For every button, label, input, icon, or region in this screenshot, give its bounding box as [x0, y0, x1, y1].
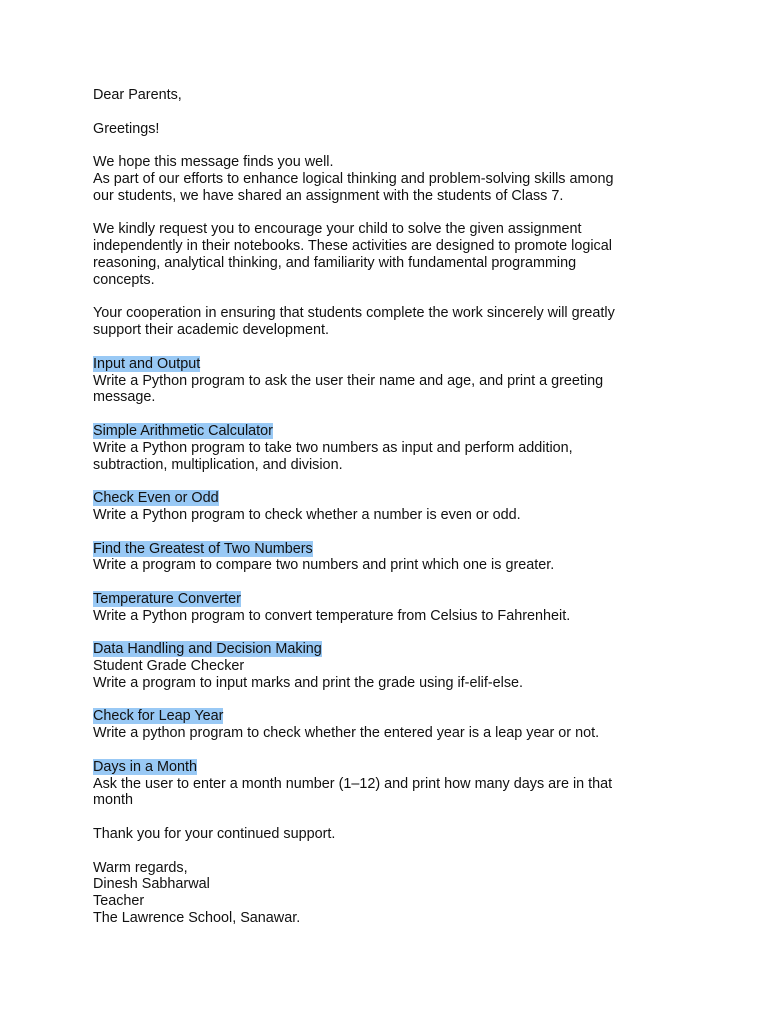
request-paragraph [93, 221, 673, 288]
task-description: Write a program to input marks and print the grade using if-elif-else. [93, 674, 524, 691]
task-title: Simple Arithmetic Calculator [93, 422, 273, 439]
intro-line: We hope this message finds you well. [93, 154, 334, 171]
request-line: We kindly request you to encourage your child to solve the given assignment [93, 221, 582, 238]
task-calculator [93, 423, 673, 473]
task-temperature [93, 591, 673, 625]
task-description: Write a Python program to convert temperature from Celsius to Fahrenheit. [93, 607, 571, 624]
task-title: Find the Greatest of Two Numbers [93, 540, 313, 557]
intro-paragraph [93, 154, 673, 204]
cooperation-paragraph [93, 305, 673, 339]
greeting [93, 121, 673, 138]
task-days-month [93, 759, 673, 809]
task-title: Check for Leap Year [93, 708, 224, 725]
salutation [93, 87, 673, 104]
task-title: Days in a Month [93, 758, 197, 775]
task-title: Data Handling and Decision Making [93, 641, 322, 658]
task-description: Write a Python program to ask the user their name and age, and print a greeting [93, 372, 604, 389]
thanks-paragraph [93, 826, 673, 843]
salutation-text: Dear Parents, [93, 87, 182, 103]
thanks-text: Thank you for your continued support. [93, 826, 336, 843]
task-description: message. [93, 389, 156, 406]
task-input-output [93, 356, 673, 406]
task-data-handling [93, 641, 673, 691]
request-line: reasoning, analytical thinking, and familiarity with fundamental programming [93, 254, 577, 271]
request-line: independently in their notebooks. These activities are designed to promote logical [93, 238, 612, 255]
greeting-text: Greetings! [93, 120, 160, 137]
cooperation-line: Your cooperation in ensuring that students complete the work sincerely will greatly [93, 305, 615, 322]
task-subtitle: Student Grade Checker [93, 658, 245, 675]
task-greatest [93, 541, 673, 575]
task-description: month [93, 792, 133, 809]
closing-text: Warm regards, [93, 859, 188, 876]
letter-body [93, 87, 673, 944]
task-title: Temperature Converter [93, 590, 241, 607]
request-line: concepts. [93, 271, 155, 288]
task-leap-year [93, 708, 673, 742]
task-description: subtraction, multiplication, and division. [93, 456, 343, 473]
signer-name: Dinesh Sabharwal [93, 876, 210, 893]
school-name: The Lawrence School, Sanawar. [93, 910, 301, 927]
signature-block [93, 860, 673, 927]
task-description: Write a Python program to take two numbers as input and perform addition, [93, 439, 573, 456]
task-title: Input and Output [93, 355, 201, 372]
task-title: Check Even or Odd [93, 490, 219, 507]
task-even-odd [93, 490, 673, 524]
task-description: Write a program to compare two numbers and print which one is greater. [93, 557, 555, 574]
cooperation-line: support their academic development. [93, 322, 329, 339]
task-description: Write a Python program to check whether a number is even or odd. [93, 506, 521, 523]
intro-line: our students, we have shared an assignment with the students of Class 7. [93, 187, 564, 204]
intro-line: As part of our efforts to enhance logical thinking and problem-solving skills among [93, 170, 614, 187]
task-description: Ask the user to enter a month number (1–12) and print how many days are in that [93, 775, 613, 792]
signer-role: Teacher [93, 893, 145, 910]
task-description: Write a python program to check whether the entered year is a leap year or not. [93, 725, 600, 742]
